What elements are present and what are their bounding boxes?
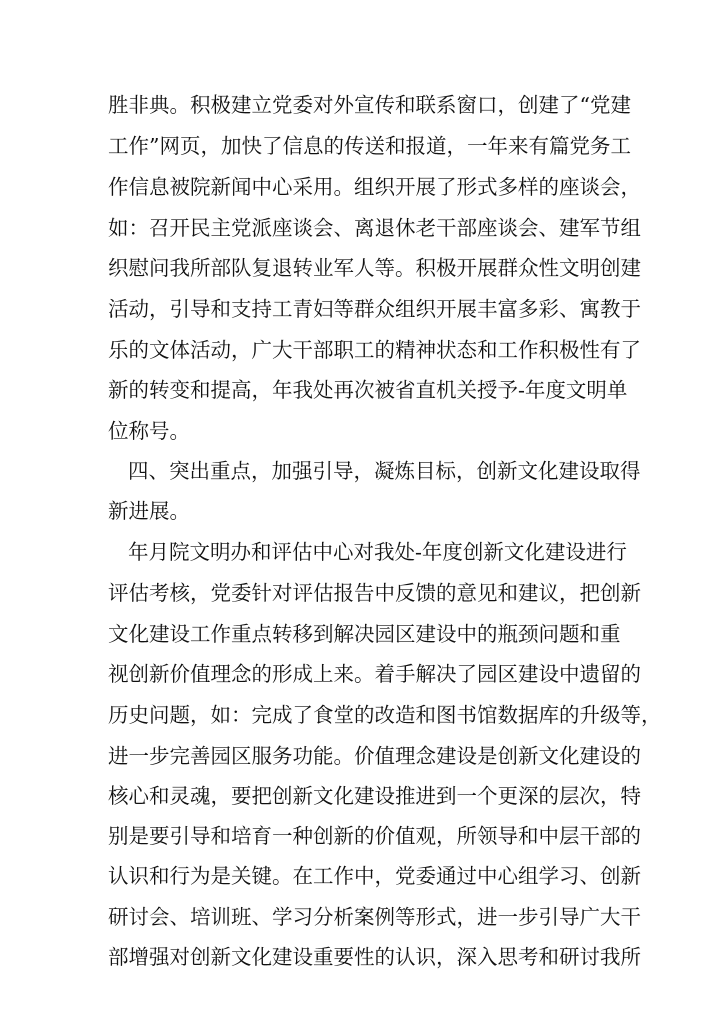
text-line: 年月院文明办和评估中心对我处-年度创新文化建设进行 (128, 540, 627, 564)
text-line: 别是要引导和培育一种创新的价值观，所领导和中层干部的 (108, 824, 641, 848)
text-line: 织慰问我所部队复退转业军人等。积极开展群众性文明创建 (108, 256, 641, 280)
text-line: 位称号。 (108, 419, 190, 443)
text-line: 研讨会、培训班、学习分析案例等形式，进一步引导广大干 (108, 905, 641, 929)
text-line: 工作”网页，加快了信息的传送和报道，一年来有篇党务工 (108, 134, 631, 158)
text-line: 进一步完善园区服务功能。价值理念建设是创新文化建设的 (108, 744, 641, 768)
text-line: 文化建设工作重点转移到解决园区建设中的瓶颈问题和重 (108, 622, 621, 646)
text-line: 核心和灵魂，要把创新文化建设推进到一个更深的层次，特 (108, 784, 641, 808)
text-line: 评估考核，党委针对评估报告中反馈的意见和建议，把创新 (108, 581, 641, 605)
section-heading: 四、突出重点，加强引导，凝炼目标，创新文化建设取得 (128, 459, 641, 483)
text-line: 历史问题，如：完成了食堂的改造和图书馆数据库的升级等， (108, 703, 662, 727)
text-line: 活动，引导和支持工青妇等群众组织开展丰富多彩、寓教于 (108, 297, 641, 321)
text-line: 认识和行为是关键。在工作中，党委通过中心组学习、创新 (108, 864, 641, 888)
text-line: 胜非典。积极建立党委对外宣传和联系窗口，创建了“党建 (108, 93, 631, 117)
text-line: 如：召开民主党派座谈会、离退休老干部座谈会、建军节组 (108, 216, 641, 240)
section-heading: 新进展。 (108, 499, 190, 523)
text-line: 部增强对创新文化建设重要性的认识，深入思考和研讨我所 (108, 945, 641, 969)
text-line: 作信息被院新闻中心采用。组织开展了形式多样的座谈会， (108, 175, 641, 199)
text-line: 新的转变和提高，年我处再次被省直机关授予-年度文明单 (108, 378, 628, 402)
text-line: 视创新价值理念的形成上来。着手解决了园区建设中遗留的 (108, 662, 641, 686)
text-line: 乐的文体活动，广大干部职工的精神状态和工作积极性有了 (108, 338, 641, 362)
